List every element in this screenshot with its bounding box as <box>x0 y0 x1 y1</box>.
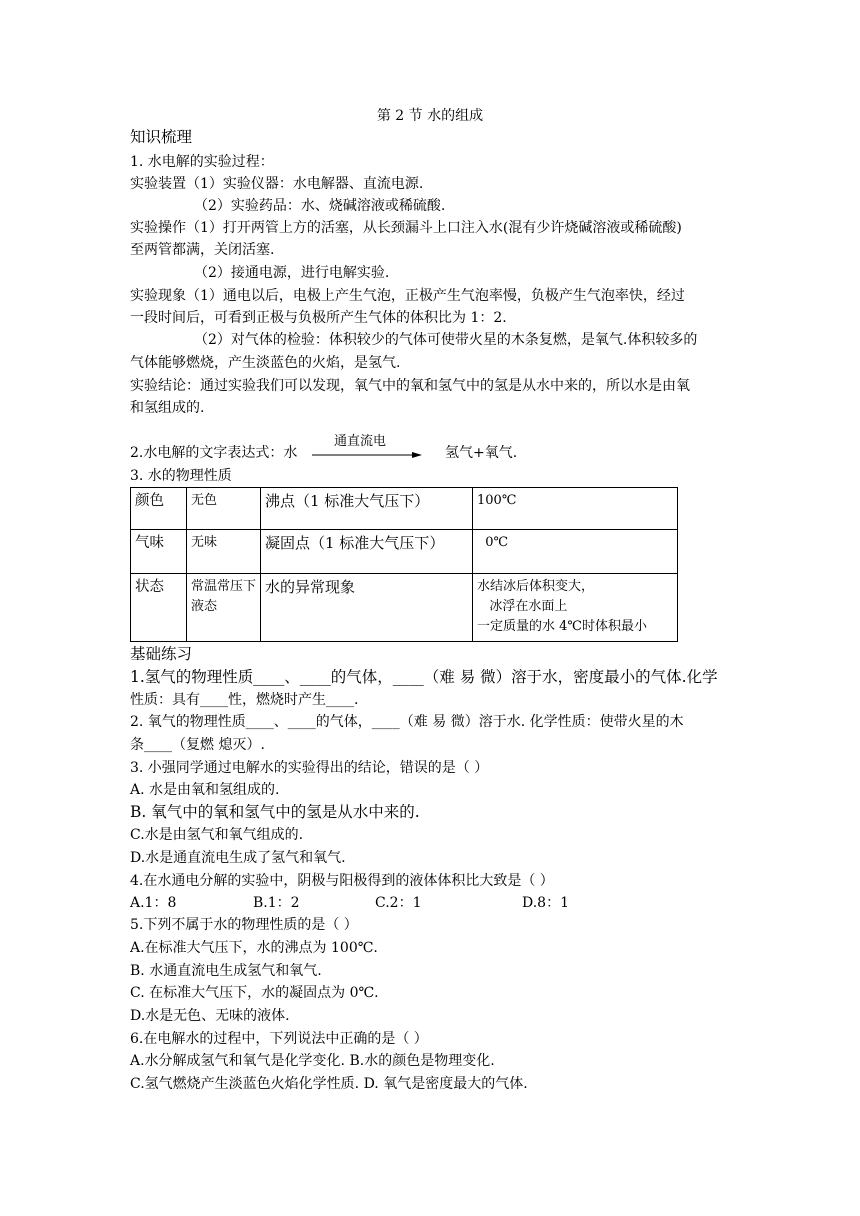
text-line: 1. 水电解的实验过程： <box>130 154 274 170</box>
text-line: 实验装置（1）实验仪器：水电解器、直流电源. <box>130 176 424 192</box>
text-line: 至两管都满，关闭活塞. <box>130 242 275 258</box>
property-value: 0℃ <box>473 530 678 574</box>
question-line: 条____（复燃 熄灭）. <box>130 737 265 753</box>
option-c: C.2：1 <box>375 895 422 911</box>
option-line: A. 水是由氧和氢组成的. <box>130 782 280 798</box>
option-line: B. 水通直流电生成氢气和氧气. <box>130 963 322 979</box>
text-line: 一段时间后，可看到正极与负极所产生气体的体积比为 1：2. <box>130 310 507 326</box>
option-line: C. 在标准大气压下，水的凝固点为 0℃. <box>130 985 379 1001</box>
property-value: 无味 <box>187 530 261 574</box>
equation-condition: 通直流电 <box>334 434 387 449</box>
page-title: 第 2 节 水的组成 <box>376 108 484 124</box>
property-name: 凝固点（1 标准大气压下） <box>261 530 473 574</box>
text-line: 气体能够燃烧，产生淡蓝色的火焰，是氢气. <box>130 355 401 371</box>
text-line: （2）实验药品：水、烧碱溶液或稀硫酸. <box>194 198 446 214</box>
property-value: 100℃ <box>473 488 678 530</box>
equation-reactant: 2.水电解的文字表达式：水 <box>130 445 298 461</box>
text-line: 实验现象（1）通电以后，电极上产生气泡，正极产生气泡率慢，负极产生气泡率快，经过 <box>130 288 685 304</box>
text-line: 实验操作（1）打开两管上方的活塞，从长颈漏斗上口注入水(混有少许烧碱溶液或稀硫酸) <box>130 220 682 236</box>
property-name: 状态 <box>131 574 187 642</box>
option-line: C.水是由氢气和氧气组成的. <box>130 827 304 843</box>
option-a: A.1：8 <box>130 895 177 911</box>
question-line: 性质：具有____性，燃烧时产生____. <box>130 692 359 708</box>
table-row <box>131 574 678 642</box>
text-line: 实验结论：通过实验我们可以发现，氧气中的氧和氢气中的氢是从水中来的，所以水是由氧 <box>130 378 690 394</box>
option-line: A.在标准大气压下，水的沸点为 100℃. <box>130 940 378 956</box>
option-line: A.水分解成氢气和氧气是化学变化. B.水的颜色是物理变化. <box>130 1053 495 1069</box>
property-value-multiline <box>473 574 678 642</box>
option-line: C.氢气燃烧产生淡蓝色火焰化学性质. D. 氧气是密度最大的气体. <box>130 1076 528 1092</box>
option-b: B.1：2 <box>253 895 300 911</box>
property-name: 气味 <box>131 530 187 574</box>
question-line: 1.氢气的物理性质____、____的气体，____（难 易 微）溶于水，密度最小的气体.化学 <box>130 668 718 686</box>
word-equation <box>130 430 550 464</box>
property-value: 常温常压下液态 <box>187 574 261 642</box>
equation-products: 氢气+氧气. <box>445 445 518 461</box>
question-line: 2. 氧气的物理性质____、____的气体，____（难 易 微）溶于水. 化学性质：使带火星的木 <box>130 714 684 730</box>
table-row <box>131 488 678 530</box>
option-d: D.8：1 <box>522 895 569 911</box>
question-line: 4.在水通电分解的实验中，阴极与阳极得到的液体体积比大致是（ ） <box>130 873 554 889</box>
text-line: （2）对气体的检验：体积较少的气体可使带火星的木条复燃，是氧气.体积较多的 <box>194 332 698 348</box>
properties-table <box>130 487 678 642</box>
question-line: 3. 小强同学通过电解水的实验得出的结论，错误的是（ ） <box>130 760 489 776</box>
question-line: 5.下列不属于水的物理性质的是（ ） <box>130 917 358 933</box>
anomaly-line: 水结冰后体积变大， <box>477 579 595 594</box>
option-line: D.水是通直流电生成了氢气和氧气. <box>130 850 346 866</box>
section-heading-knowledge: 知识梳理 <box>130 128 193 146</box>
property-value: 无色 <box>187 488 261 530</box>
property-name: 沸点（1 标准大气压下） <box>261 488 473 530</box>
option-line: D.水是无色、无味的液体. <box>130 1008 290 1024</box>
section-heading-properties: 3. 水的物理性质 <box>130 468 232 484</box>
anomaly-line: 冰浮在水面上 <box>477 599 568 614</box>
table-row <box>131 530 678 574</box>
property-name: 水的异常现象 <box>261 574 473 642</box>
text-line: （2）接通电源，进行电解实验. <box>194 265 390 281</box>
question-line: 6.在电解水的过程中，下列说法中正确的是（ ） <box>130 1031 428 1047</box>
anomaly-line: 一定质量的水 4℃时体积最小 <box>477 619 647 634</box>
property-name: 颜色 <box>131 488 187 530</box>
section-heading-practice: 基础练习 <box>130 645 193 663</box>
option-line: B. 氧气中的氧和氢气中的氢是从水中来的. <box>130 803 420 821</box>
reaction-arrow-icon <box>312 450 422 460</box>
text-line: 和氢组成的. <box>130 400 205 416</box>
